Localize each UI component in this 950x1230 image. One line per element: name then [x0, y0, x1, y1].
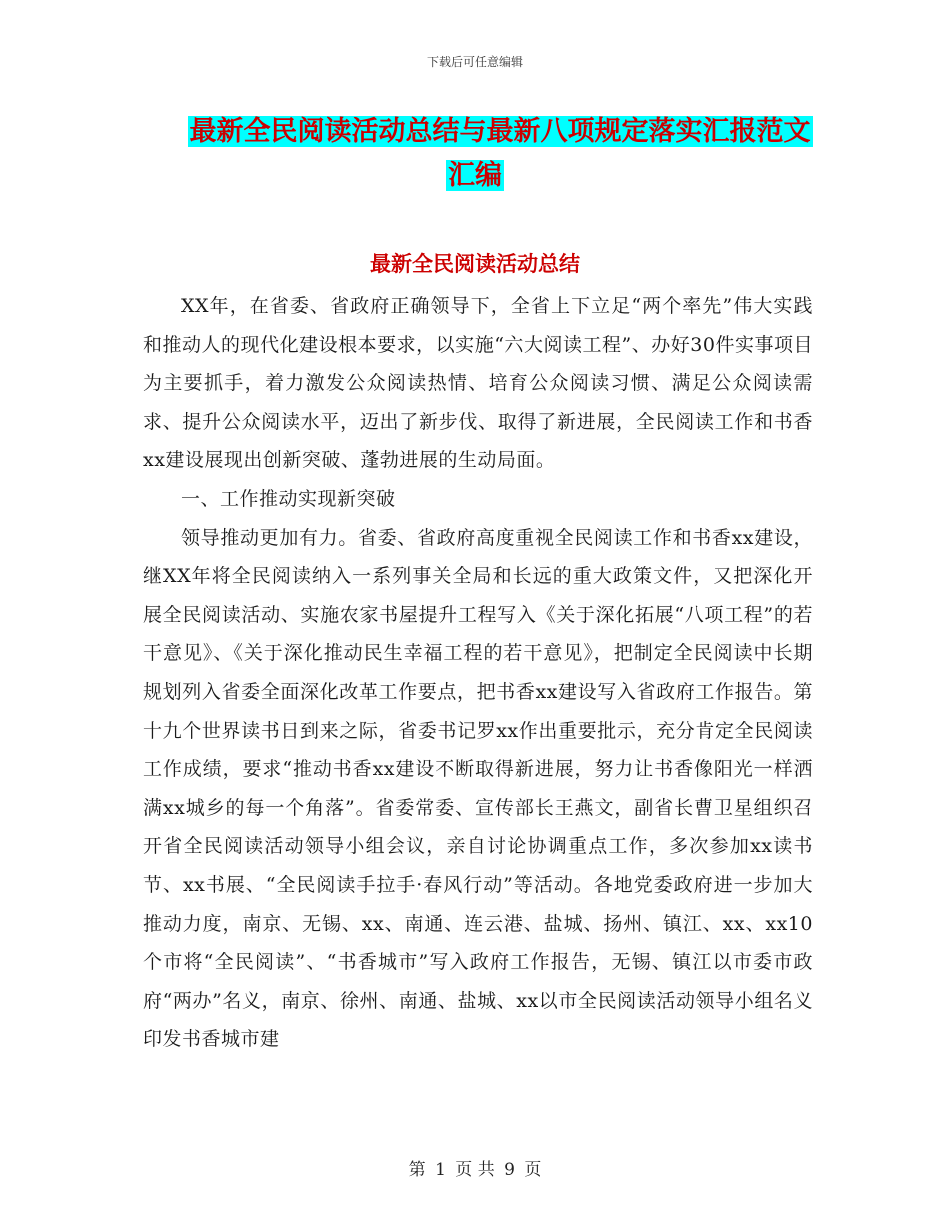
footer-page-total: 9 [504, 1160, 515, 1180]
footer-page-prefix: 第 [408, 1160, 426, 1180]
document-title-line2: 汇编 [448, 160, 502, 191]
page-footer [0, 1155, 950, 1180]
body-paragraph-leadership: 领导推动更加有力。省委、省政府高度重视全民阅读工作和书香xx建设，继XX年将全民阅读纳入一系列事关全局和长远的重大政策文件，又把深化开展全民阅读活动、实施农家书屋提升工程写入《关于深化拓展“八项工程”的若干意见》、《关于深化推动民生幸福工程的若干意见》，把制定全民阅读中长期规划列入省委全面深化改革工作要点，把书香xx建设写入省政府工作报告。第十九个世界读书日到来之际，省委书记罗xx作出重要批示，充分肯定全民阅读工作成绩，要求“推动书香xx建设不断取得新进展，努力让书香像阳光一样洒满xx城乡的每一个角落”。省委常委、宣传部长王燕文，副省长曹卫星组织召开省全民阅读活动领导小组会议，亲自讨论协调重点工作，多次参加xx读书节、xx书展、“全民阅读手拉手·春风行动”等活动。各地党委政府进一步加大推动力度，南京、无锡、xx、南通、连云港、盐城、扬州、镇江、xx、xx10个市将“全民阅读”、“书香城市”写入政府工作报告，无锡、镇江以市委市政府“两办”名义，南京、徐州、南通、盐城、xx以市全民阅读活动领导小组名义印发书香城市建 [143, 526, 813, 1051]
body-subheading: 一、工作推动实现新突破 [181, 487, 396, 510]
section-title: 最新全民阅读活动总结 [370, 252, 580, 276]
body-paragraph-intro: XX年，在省委、省政府正确领导下，全省上下立足“两个率先”伟大实践和推动人的现代化建设根本要求，以实施“六大阅读工程”、办好30件实事项目为主要抓手，着力激发公众阅读热情、培育公众阅读习惯、满足公众阅读需求、提升公众阅读水平，迈出了新步伐、取得了新进展，全民阅读工作和书香xx建设展现出创新突破、蓬勃进展的生动局面。 [143, 295, 813, 472]
footer-page-current: 1 [435, 1160, 446, 1180]
document-title [0, 110, 950, 198]
page-header-note: 下载后可任意编辑 [426, 55, 523, 69]
document-title-line1: 最新全民阅读活动总结与最新八项规定落实汇报范文 [189, 116, 811, 147]
document-body [143, 287, 813, 1059]
footer-page-suffix: 页 [524, 1160, 542, 1180]
footer-page-middle: 页 共 [455, 1160, 495, 1180]
